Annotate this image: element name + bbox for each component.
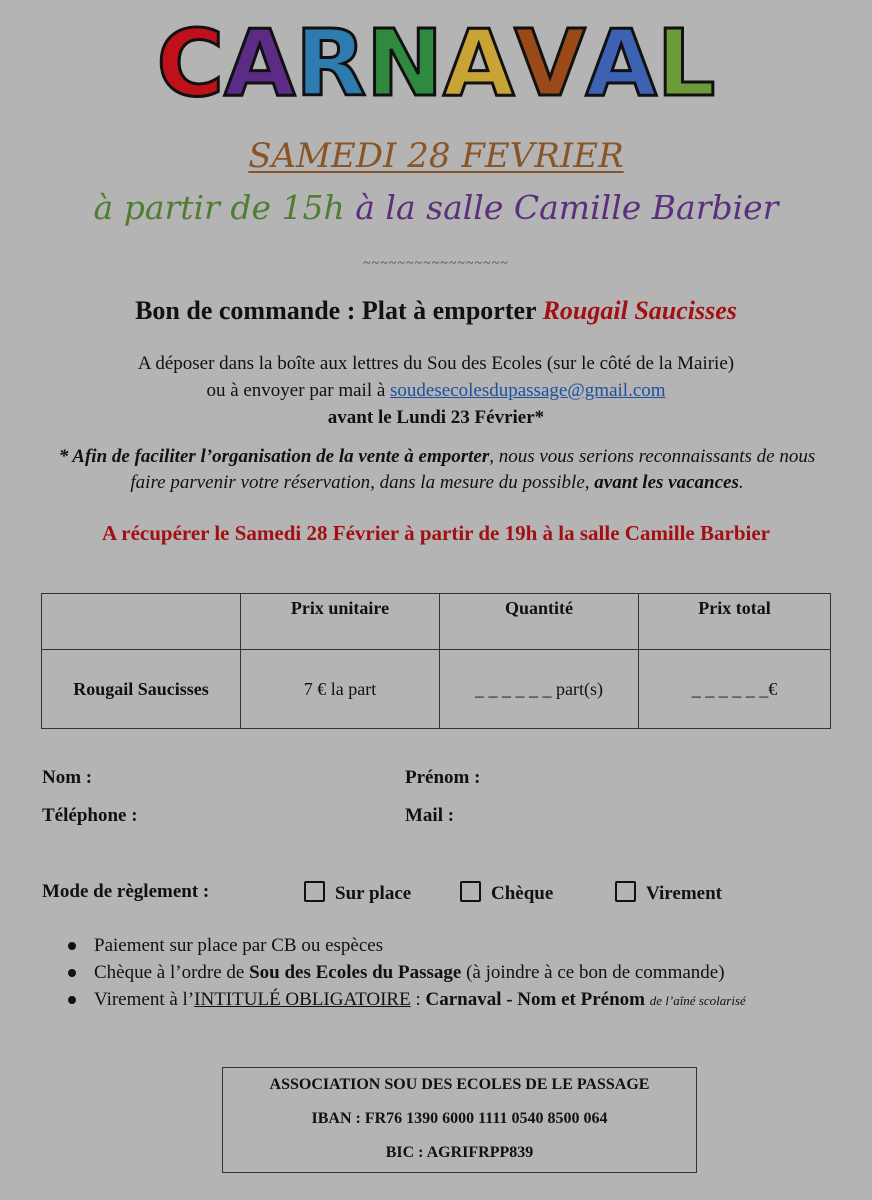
table-header-row (42, 594, 831, 650)
title-letter-r: R (295, 10, 367, 117)
list-item: Chèque à l’ordre de Sou des Ecoles du Passage (à joindre à ce bon de commande) (60, 959, 746, 986)
payment-option-virement[interactable]: Virement (615, 881, 722, 905)
title-letter-l: L (656, 10, 716, 117)
title-letter-a3: A (585, 10, 657, 117)
order-title-prefix: Bon de commande : Plat à emporter (135, 296, 537, 325)
instructions-line2: ou à envoyer par mail à soudesecolesdupassage@gmail.com (206, 380, 666, 401)
subtitle-time: à partir de 15h (93, 188, 345, 227)
email-link[interactable]: soudesecolesdupassage@gmail.com (390, 380, 666, 401)
order-table (41, 593, 831, 729)
dish-name-cell: Rougail Saucisses (42, 650, 241, 729)
bank-association: ASSOCIATION SOU DES ECOLES DE LE PASSAGE (269, 1076, 650, 1093)
order-title (0, 296, 872, 326)
unit-price-cell: 7 € la part (241, 650, 440, 729)
bank-details-box (222, 1067, 697, 1173)
checkbox-sur-place[interactable] (304, 881, 325, 902)
divider: ~~~~~~~~~~~~~~~~~ (363, 256, 509, 271)
table-header-quantity: Quantité (440, 594, 639, 650)
nom-field-label: Nom : (42, 767, 93, 788)
title-letter-a1: A (224, 10, 296, 117)
mail-field-label: Mail : (405, 805, 455, 826)
checkbox-virement[interactable] (615, 881, 636, 902)
event-subtitle (0, 188, 872, 227)
bank-bic: BIC : AGRIFRPP839 (385, 1144, 534, 1161)
carnaval-title (0, 10, 872, 117)
prenom-field-label: Prénom : (405, 767, 481, 788)
list-item: Virement à l’INTITULÉ OBLIGATOIRE : Carnaval - Nom et Prénom de l’aîné scolarisé (60, 986, 746, 1014)
table-header-empty (42, 594, 241, 650)
order-title-dish: Rougail Saucisses (542, 296, 737, 325)
payment-mode-label: Mode de règlement : (42, 881, 210, 902)
deadline: avant le Lundi 23 Février* (327, 407, 545, 428)
instructions (0, 350, 872, 431)
title-letter-v: V (514, 10, 586, 117)
table-header-unit-price: Prix unitaire (241, 594, 440, 650)
payment-details-list (60, 932, 746, 1014)
title-letter-n: N (366, 10, 444, 117)
title-letter-c: C (156, 10, 225, 117)
instructions-line1: A déposer dans la boîte aux lettres du Sou des Ecoles (sur le côté de la Mairie) (137, 353, 735, 374)
checkbox-cheque[interactable] (460, 881, 481, 902)
total-cell[interactable]: _ _ _ _ _ _€ (639, 650, 831, 729)
event-date: SAMEDI 28 FEVRIER (248, 136, 624, 176)
bullet-icon (68, 942, 76, 950)
reservation-note: * Afin de faciliter l’organisation de la vente à emporter, nous vous serions reconnaissants de nous faire parvenir votre réservation, dans la mesure du possible, avant les vacances. (58, 446, 816, 493)
payment-option-cheque[interactable]: Chèque (460, 881, 553, 905)
payment-option-sur-place[interactable]: Sur place (304, 881, 411, 905)
bank-iban: IBAN : FR76 1390 6000 1111 0540 8500 064 (311, 1110, 608, 1127)
pickup-info: A récupérer le Samedi 28 Février à partir de 19h à la salle Camille Barbier (102, 521, 770, 545)
subtitle-venue: à la salle Camille Barbier (355, 188, 779, 227)
quantity-cell[interactable]: _ _ _ _ _ _ part(s) (440, 650, 639, 729)
list-item: Paiement sur place par CB ou espèces (60, 932, 746, 959)
table-row (42, 650, 831, 729)
table-header-total: Prix total (639, 594, 831, 650)
bullet-icon (68, 996, 76, 1004)
title-letter-a2: A (443, 10, 515, 117)
telephone-field-label: Téléphone : (42, 805, 138, 826)
payment-mode (42, 881, 842, 911)
bullet-icon (68, 969, 76, 977)
